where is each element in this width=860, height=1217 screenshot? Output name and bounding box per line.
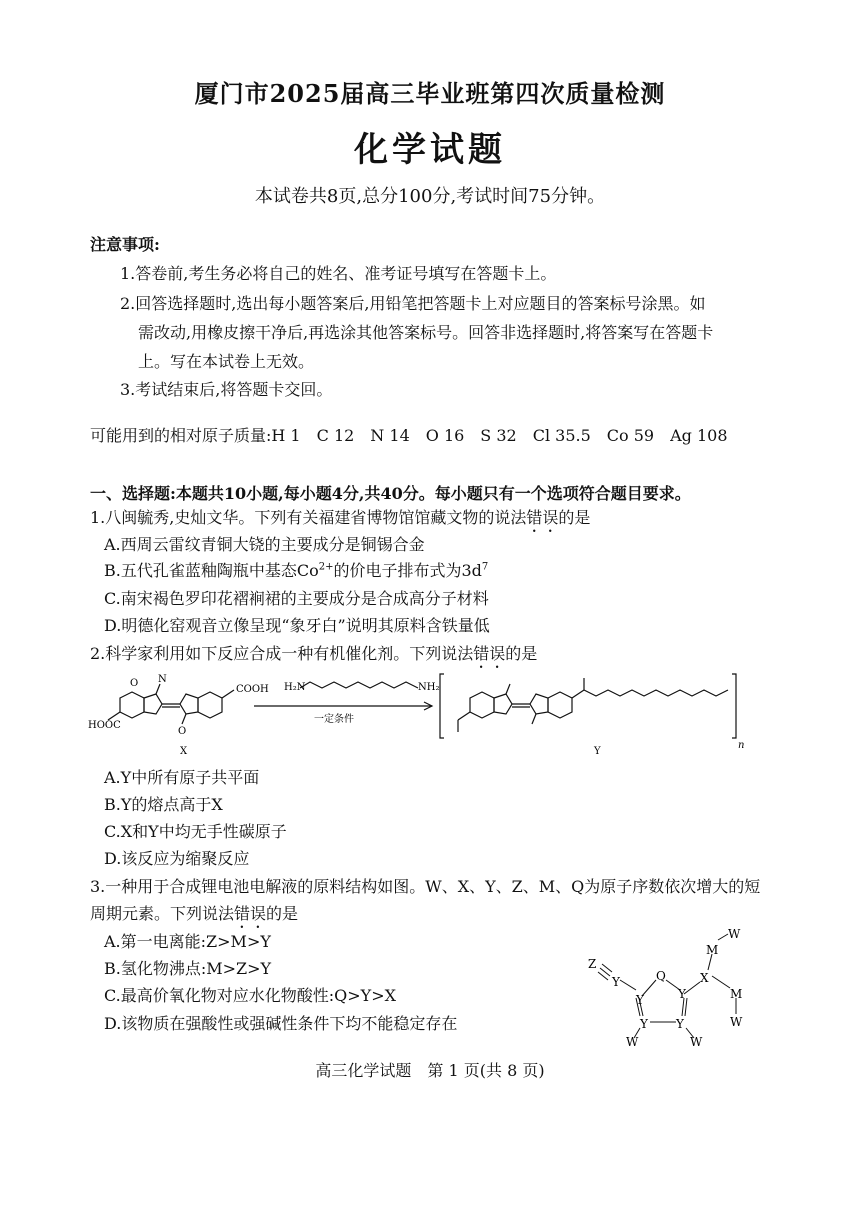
q3-option-c: C.最高价氧化物对应水化物酸性:Q>Y>X — [104, 986, 397, 1005]
atom-y: Y — [636, 993, 644, 1007]
q3-structure — [580, 924, 760, 1048]
q3-option-a: A.第一电离能:Z>M>Y — [104, 932, 271, 951]
q3-option-b: B.氢化物沸点:M>Z>Y — [104, 959, 272, 978]
reagent-nh2: NH₂ — [418, 682, 440, 693]
y-label: Y — [594, 746, 601, 757]
q2-option-d: D.该反应为缩聚反应 — [104, 849, 250, 868]
x-label: X — [180, 746, 188, 757]
q2-option-c: C.X和Y中均无手性碳原子 — [104, 822, 287, 841]
page-footer: 高三化学试题 第 1 页(共 8 页) — [315, 1061, 545, 1080]
atom-w: W — [690, 1035, 703, 1048]
notice-item: 2.回答选择题时,选出每小题答案后,用铅笔把答题卡上对应题目的答案标号涂黑。如 — [120, 294, 706, 313]
section-heading: 一、选择题:本题共10小题,每小题4分,共40分。每小题只有一个选项符合题目要求。 — [90, 484, 691, 503]
atom-y: Y — [676, 1017, 684, 1031]
exam-title: 厦门市2025届高三毕业班第四次质量检测 — [194, 79, 666, 108]
x-oxo: O — [130, 678, 139, 689]
q1-option-c: C.南宋褐色罗印花褶裥裙的主要成分是合成高分子材料 — [104, 589, 489, 608]
q1-option-b: B.五代孔雀蓝釉陶瓶中基态$Co^{2+}$的价电子排布式为$3d^7$ — [104, 561, 489, 580]
notice-item: 上。写在本试卷上无效。 — [138, 352, 315, 371]
atom-w: W — [626, 1035, 639, 1048]
atomic-masses: 可能用到的相对原子质量:H 1 C 12 N 14 O 16 S 32 Cl 35.5 Co 59 Ag 108 — [90, 426, 728, 445]
atom-m: M — [706, 943, 719, 957]
reagent-h2n: H₂N — [284, 682, 306, 693]
atom-x: X — [700, 971, 709, 985]
question-2-stem: 2.科学家利用如下反应合成一种有机催化剂。下列说法错误的是 — [90, 644, 538, 663]
q1-option-d: D.明德化窑观音立像呈现“象牙白”说明其原料含铁量低 — [104, 616, 490, 635]
atom-w: W — [730, 1015, 743, 1029]
atom-y: Y — [612, 975, 620, 989]
notice-item: 3.考试结束后,将答题卡交回。 — [120, 380, 333, 399]
question-3-stem: 3.一种用于合成锂电池电解液的原料结构如图。W、X、Y、Z、M、Q为原子序数依次增大的短 — [90, 877, 761, 896]
q3-option-d: D.该物质在强酸性或强碱性条件下均不能稳定存在 — [104, 1014, 458, 1033]
atom-z: Z — [588, 957, 597, 971]
atom-y: Y — [640, 1017, 648, 1031]
x-cooh: COOH — [236, 684, 269, 695]
atom-w: W — [728, 927, 741, 941]
polymer-n: n — [738, 740, 745, 751]
notice-item: 需改动,用橡皮擦干净后,再选涂其他答案标号。回答非选择题时,将答案写在答题卡 — [138, 323, 714, 342]
question-1-stem: 1.八闽毓秀,史灿文华。下列有关福建省博物馆馆藏文物的说法错误的是 — [90, 508, 591, 527]
notice-heading: 注意事项: — [90, 235, 160, 254]
q2-option-a: A.Y中所有原子共平面 — [104, 768, 260, 787]
notice-item: 1.答卷前,考生务必将自己的姓名、准考证号填写在答题卡上。 — [120, 264, 557, 283]
atom-q: Q — [656, 969, 666, 983]
x-oxo2: O — [178, 726, 187, 737]
atom-m: M — [730, 987, 743, 1001]
subject-title: 化学试题 — [354, 130, 506, 170]
q1-option-a: A.西周云雷纹青铜大铙的主要成分是铜锡合金 — [104, 535, 425, 554]
x-hooc: HOOC — [88, 720, 121, 731]
reaction-condition: 一定条件 — [314, 714, 354, 725]
q2-option-b: B.Y的熔点高于X — [104, 795, 223, 814]
reaction-scheme — [88, 668, 778, 764]
x-nh: N — [158, 674, 167, 685]
question-3-stem-2: 周期元素。下列说法错误的是 — [90, 904, 299, 923]
exam-info: 本试卷共8页,总分100分,考试时间75分钟。 — [254, 186, 606, 207]
atom-y: Y — [678, 987, 686, 1001]
